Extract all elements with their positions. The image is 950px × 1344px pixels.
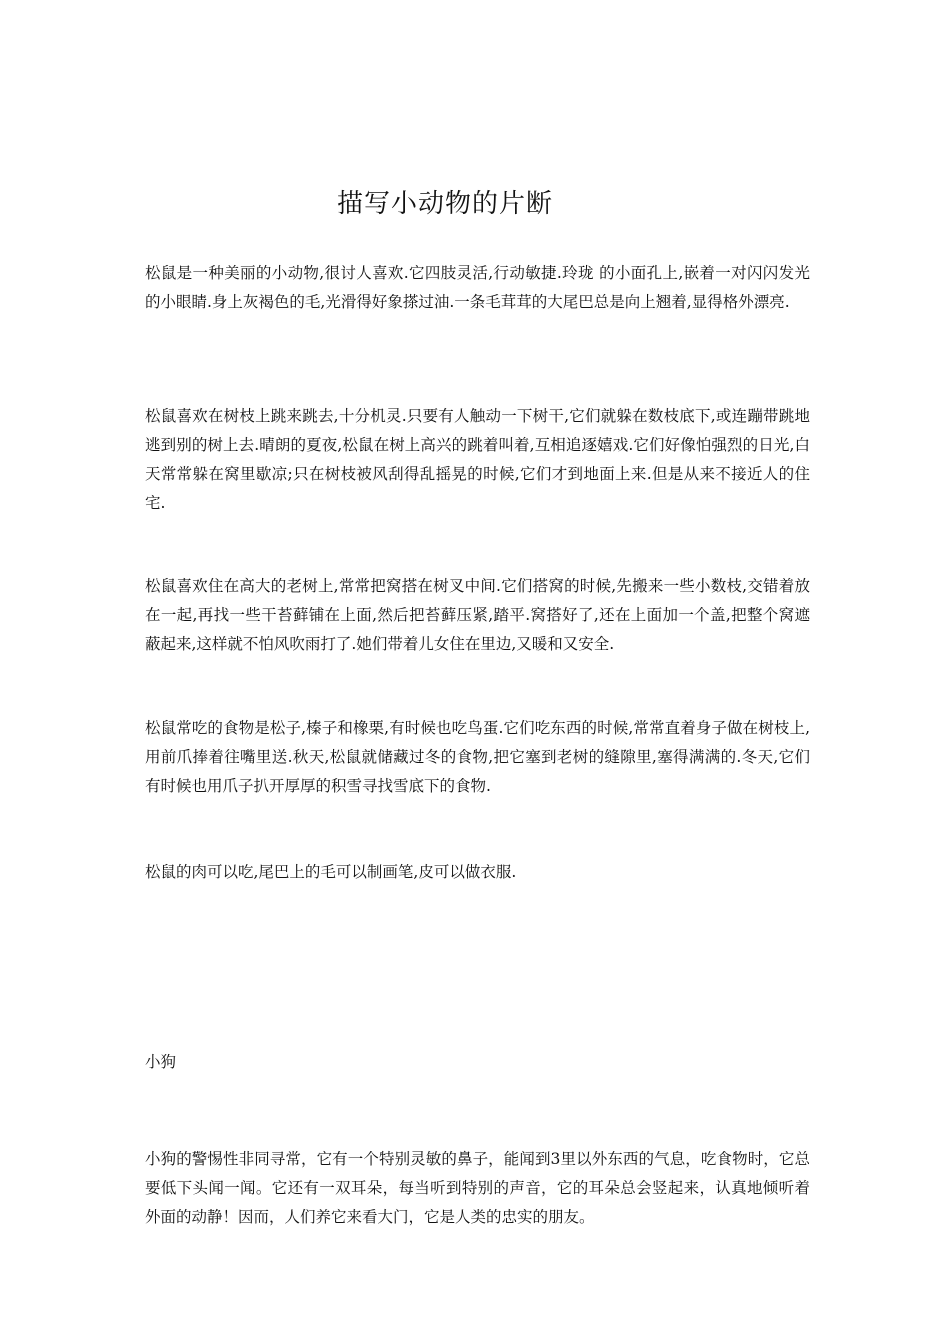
document-title: 描写小动物的片断: [336, 189, 553, 219]
paragraph-dog: 小狗的警惕性非同寻常，它有一个特别灵敏的鼻子，能闻到3里以外东西的气息，吃食物时，它总要低下头闻一闻。它还有一双耳朵，每当听到特别的声音，它的耳朵总会竖起来，认真地倾听着外面的动静！因而，人们养它来看大门，它是人类的忠实的朋友。: [145, 1150, 810, 1226]
paragraph-squirrel-uses: 松鼠的肉可以吃,尾巴上的毛可以制画笔,皮可以做衣服.: [145, 863, 517, 881]
paragraph-squirrel-food: 松鼠常吃的食物是松子,榛子和橡栗,有时候也吃鸟蛋.它们吃东西的时候,常常直着身子做在树枝上,用前爪捧着往嘴里送.秋天,松鼠就储藏过冬的食物,把它塞到老树的缝隙里,塞得满满的.冬天,它们有时候也用爪子扒开厚厚的积雪寻找雪底下的食物.: [145, 719, 810, 795]
paragraph-squirrel-behavior: 松鼠喜欢在树枝上跳来跳去,十分机灵.只要有人触动一下树干,它们就躲在数枝底下,或连蹦带跳地逃到别的树上去.晴朗的夏夜,松鼠在树上高兴的跳着叫着,互相追逐嬉戏.它们好像怕强烈的日光,白天常常躲在窝里歇凉;只在树枝被风刮得乱摇晃的时候,它们才到地面上来.但是从来不接近人的住宅.: [145, 407, 810, 512]
paragraph-squirrel-appearance: 松鼠是一种美丽的小动物,很讨人喜欢.它四肢灵活,行动敏捷.玲珑 的小面孔上,嵌着一对闪闪发光的小眼睛.身上灰褐色的毛,光滑得好象搽过油.一条毛茸茸的大尾巴总是向上翘着,显得格外漂亮.: [145, 264, 810, 311]
paragraph-squirrel-nest: 松鼠喜欢住在高大的老树上,常常把窝搭在树叉中间.它们搭窝的时候,先搬来一些小数枝,交错着放在一起,再找一些干苔藓铺在上面,然后把苔藓压紧,踏平.窝搭好了,还在上面加一个盖,把整个窝遮蔽起来,这样就不怕风吹雨打了.她们带着儿女住在里边,又暖和又安全.: [145, 577, 810, 653]
section-heading-dog: 小狗: [145, 1053, 177, 1071]
